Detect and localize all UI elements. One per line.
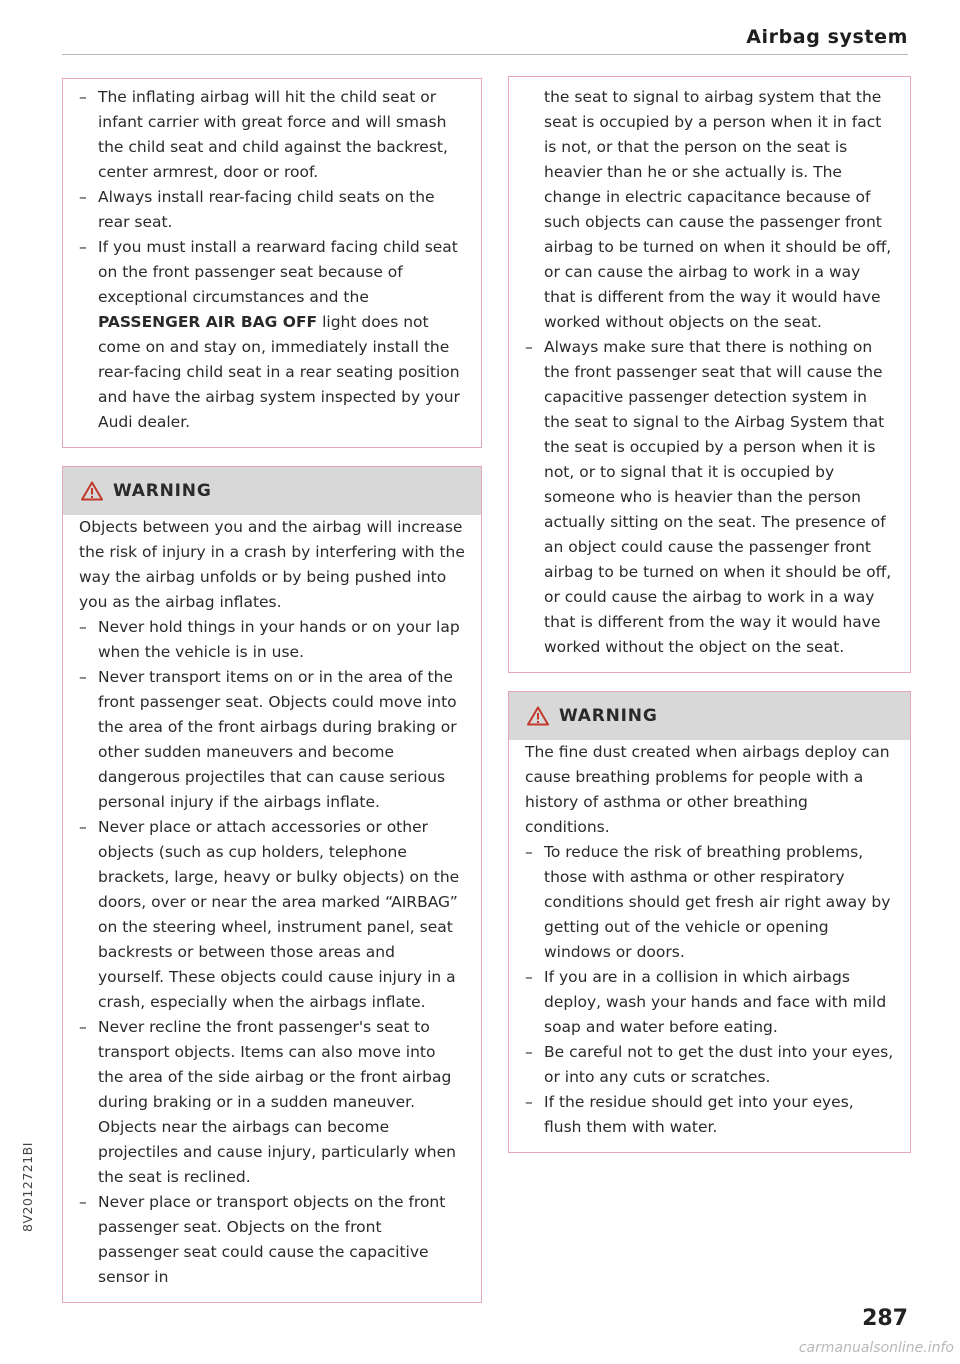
- warning-label: WARNING: [559, 706, 658, 726]
- page-number: 287: [862, 1306, 908, 1331]
- header-divider: [62, 54, 908, 55]
- indicator-name: PASSENGER AIR BAG OFF: [98, 313, 318, 331]
- list-item: – To reduce the risk of breathing problems, those with asthma or other respiratory conditions should get fresh air right away by getting out of the vehicle or opening windows or doors.: [525, 840, 894, 965]
- list-item: – Never transport items on or in the area of the front passenger seat. Objects could move into the area of the front airbags during braking or other sudden maneuvers and become dangerous projectiles that can cause serious personal injury if the airbags inflate.: [79, 665, 465, 815]
- warning-header: [509, 691, 910, 740]
- warning-header: [63, 466, 481, 515]
- warning-block-left: [62, 466, 482, 1303]
- list-item: – Always make sure that there is nothing on the front passenger seat that will cause the capacitive passenger detection system in the seat to signal to the Airbag System that the seat is occupied by a person when it is not, or to signal that it is occupied by someone who is heavier than the person actually sitting on the seat. The presence of an object could cause the passenger front airbag to be turned on when it should be off, or could cause the airbag to work in a way that is different from the way it would have worked without the object on the seat.: [525, 335, 894, 660]
- warning-triangle-icon: [81, 481, 103, 501]
- continued-warning-block: [62, 78, 482, 448]
- warning-triangle-icon: [527, 706, 549, 726]
- list-item: – Never recline the front passenger's seat to transport objects. Items can also move into the area of the side airbag or the front airbag during braking or in a sudden maneuver. Objects near the airbags can become projectiles and cause injury, particularly when the seat is reclined.: [79, 1015, 465, 1190]
- list-item-text: If you must install a rearward facing child seat on the front passenger seat because of exceptional circumstances and the: [98, 238, 458, 306]
- right-column: [508, 76, 911, 1153]
- list-item-text: light does not come on and stay on, immediately install the rear-facing child seat in a rear seating position and have the airbag system inspected by your Audi dealer.: [98, 313, 460, 431]
- intro-list: [79, 85, 465, 435]
- warning-intro: The fine dust created when airbags deploy can cause breathing problems for people with a history of asthma or other breathing conditions.: [525, 743, 890, 836]
- continuation-text: the seat to signal to airbag system that the seat is occupied by a person when it in fact is not, or that the person on the seat is heavier than he or she actually is. The change in electric capacitance because of such objects can cause the passenger front airbag to be turned on when it should be off, or can cause the airbag to work in a way that is different from the way it would have worked without objects on the seat.: [544, 88, 892, 331]
- list-item: – If the residue should get into your eyes, flush them with water.: [525, 1090, 894, 1140]
- list-item: – Never place or attach accessories or other objects (such as cup holders, telephone brackets, large, heavy or bulky objects) on the doors, over or near the area marked “AIRBAG” on the steering wheel, instrument panel, seat backrests or between those areas and yourself. These objects could cause injury in a crash, especially when the airbags inflate.: [79, 815, 465, 1015]
- continued-warning-block-right: [508, 76, 911, 673]
- document-code: 8V2012721BI: [20, 1142, 35, 1232]
- warning-intro: Objects between you and the airbag will increase the risk of injury in a crash by interfering with the way the airbag unfolds or by being pushed into you as the airbag inflates.: [79, 518, 465, 611]
- list-item: – The inflating airbag will hit the child seat or infant carrier with great force and will smash the child seat and child against the backrest, center armrest, door or roof.: [79, 85, 465, 185]
- warning-list: [79, 615, 465, 1290]
- warning-list: [525, 840, 894, 1140]
- list-item: – Never place or transport objects on the front passenger seat. Objects on the front passenger seat could cause the capacitive sensor in: [79, 1190, 465, 1290]
- list-item: – If you are in a collision in which airbags deploy, wash your hands and face with mild soap and water before eating.: [525, 965, 894, 1040]
- watermark: carmanualsonline.info: [798, 1340, 954, 1356]
- list-item: – Always install rear-facing child seats on the rear seat.: [79, 185, 465, 235]
- left-column: [62, 78, 482, 1303]
- warning-block-right: [508, 691, 911, 1153]
- list-item: – Be careful not to get the dust into your eyes, or into any cuts or scratches.: [525, 1040, 894, 1090]
- warning-label: WARNING: [113, 481, 212, 501]
- list-item: – Never hold things in your hands or on your lap when the vehicle is in use.: [79, 615, 465, 665]
- list-item: [79, 235, 465, 435]
- right-list: [525, 335, 894, 660]
- section-title: Airbag system: [746, 26, 908, 48]
